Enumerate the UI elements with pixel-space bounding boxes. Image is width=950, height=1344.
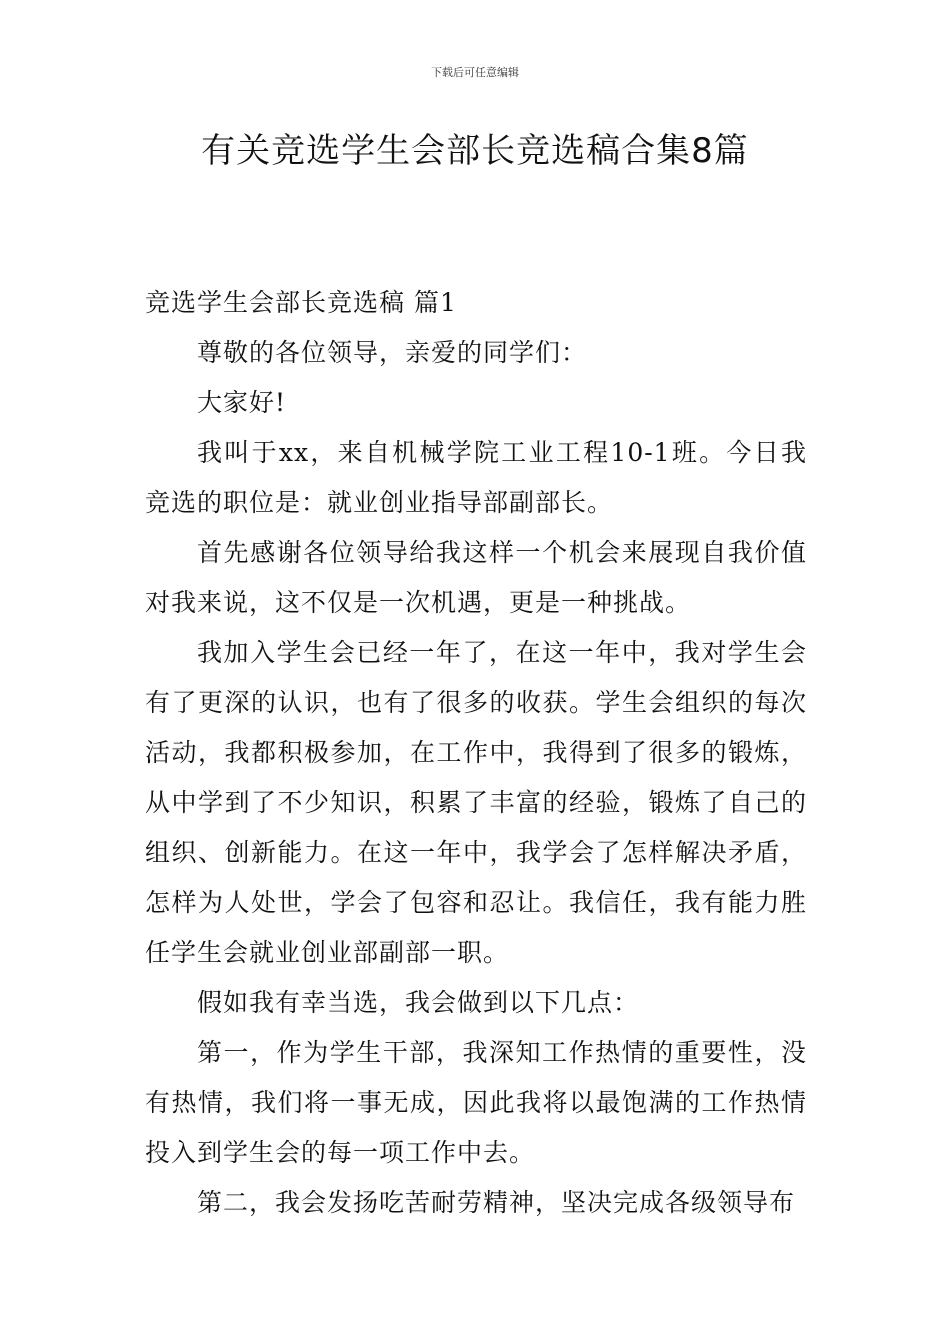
header-note: 下载后可任意编辑 — [431, 66, 519, 79]
paragraph-point-one: 第一，作为学生干部，我深知工作热情的重要性，没有热情，我们将一事无成，因此我将以最饱满的工作热情投入到学生会的每一项工作中去。 — [145, 1038, 807, 1167]
paragraph-greeting: 尊敬的各位领导，亲爱的同学们： — [197, 338, 588, 367]
paragraph-introduction: 我叫于xx，来自机械学院工业工程10-1班。今日我竞选的职位是：就业创业指导部副部长。 — [145, 438, 807, 517]
paragraph-thanks: 首先感谢各位领导给我这样一个机会来展现自我价值对我来说，这不仅是一次机遇，更是一种挑战。 — [145, 538, 807, 617]
paragraph-experience: 我加入学生会已经一年了，在这一年中，我对学生会有了更深的认识，也有了很多的收获。学生会组织的每次活动，我都积极参加，在工作中，我得到了很多的锻炼，从中学到了不少知识，积累了丰富的经验，锻炼了自己的组织、创新能力。在这一年中，我学会了怎样解决矛盾，怎样为人处世，学会了包容和忍让。我信任，我有能力胜任学生会就业创业部副部一职。 — [145, 638, 807, 967]
document-title: 有关竞选学生会部长竞选稿合集8篇 — [201, 131, 749, 171]
section-heading: 竞选学生会部长竞选稿 篇1 — [145, 288, 457, 317]
paragraph-point-two: 第二，我会发扬吃苦耐劳精神，坚决完成各级领导布 — [197, 1188, 796, 1217]
document-body — [145, 278, 807, 1228]
paragraph-hello: 大家好! — [197, 388, 287, 417]
paragraph-promise-intro: 假如我有幸当选，我会做到以下几点： — [197, 988, 640, 1017]
